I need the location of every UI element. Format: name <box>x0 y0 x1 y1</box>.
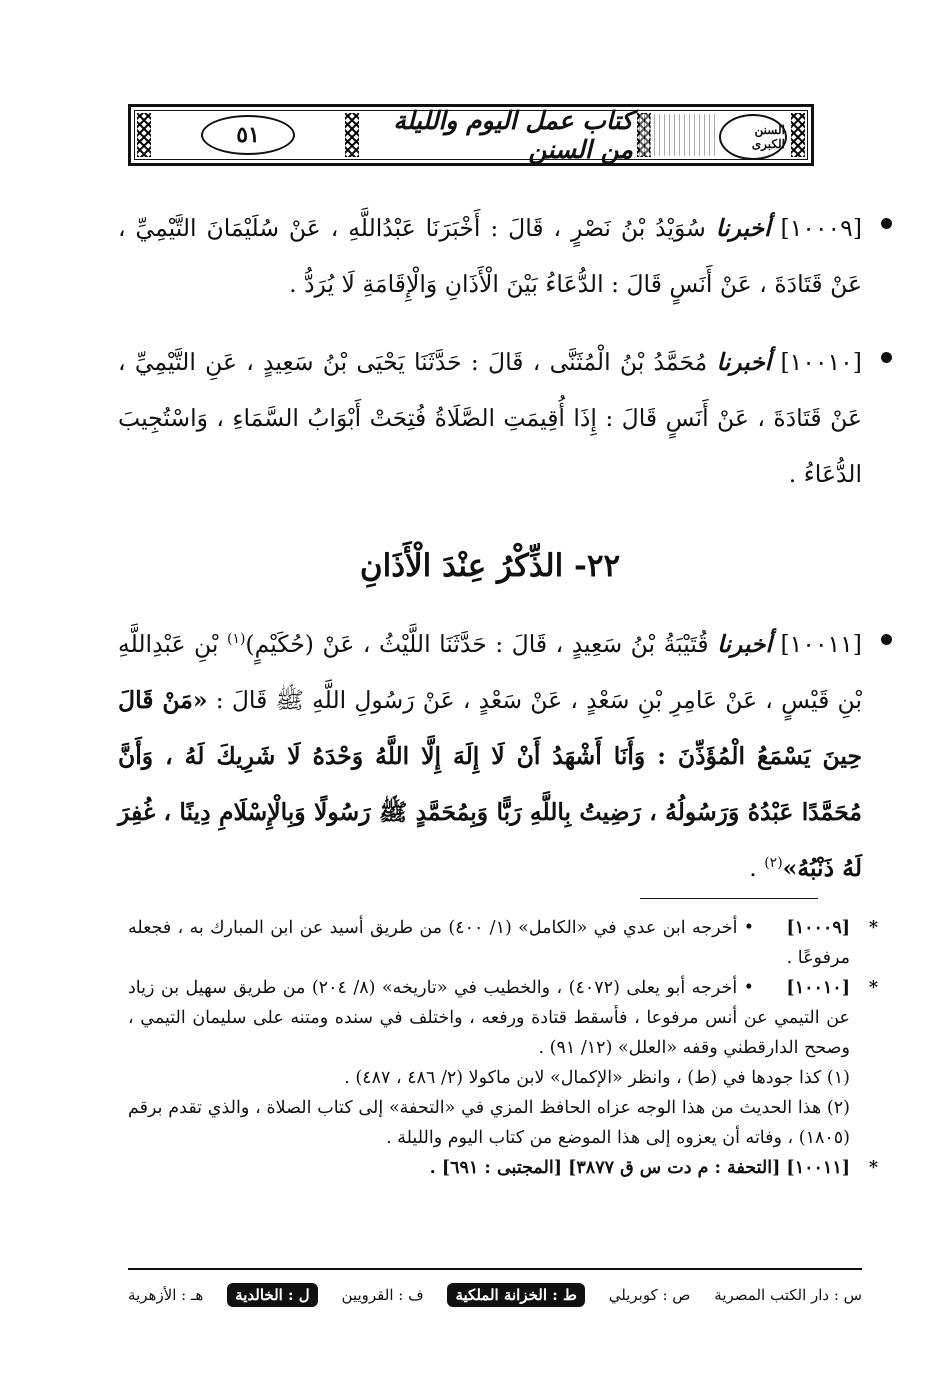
legend-item: هـ : الأزهرية <box>128 1286 204 1304</box>
running-title: كتاب عمل اليوم والليلة من السنن <box>393 106 633 164</box>
akhbarana-marker: أخبرنا <box>715 214 771 242</box>
bullet-icon <box>881 352 892 363</box>
footnote-text: • أخرجه أبو يعلى (٤٠٧٢) ، والخطيب في «تاريخه» (٨/ ٢٠٤) من طريق سهيل بن زياد عن التيمي عن أنس مرفوعا ، فأسقط قتادة ورفعه ، واختلف في سنده ومتنه على سليمان التيمي ، وصحح الدارقطني وقفه «العلل» (١٢/ ٩١) . <box>128 978 850 1058</box>
hadith-text: قُتَيْبَةُ بْنُ سَعِيدٍ ، قَالَ : حَدَّثَنَا اللَّيْثُ ، عَنْ (حُكَيْمٍ) <box>245 630 709 658</box>
footnote-2: (٢) هذا الحديث من هذا الوجه عزاه الحافظ المزي في «التحفة» إلى كتاب الصلاة ، والذي تقدم برقم (١٨٠٥) ، وفاته أن يعزوه إلى هذا الموضع من كتاب اليوم والليلة . <box>128 1098 850 1148</box>
page-number-frame <box>155 114 341 156</box>
hadith-number: [١٠٠٠٩] <box>780 214 862 242</box>
star-icon: * <box>868 978 878 998</box>
ornament-border <box>791 113 805 157</box>
star-icon: * <box>868 1158 878 1178</box>
hadith-10011 <box>118 616 862 896</box>
footnote-text: • أخرجه ابن عدي في «الكامل» (١/ ٤٠٠) من طريق أسيد عن ابن المبارك به ، فجعله مرفوعًا . <box>128 918 850 968</box>
footnote-1: (١) كذا جودها في (ط) ، وانظر «الإكمال» لابن ماكولا (٢/ ٤٨٦ ، ٤٨٧) . <box>344 1068 850 1088</box>
hadith-text: سُوَيْدُ بْنُ نَصْرٍ ، قَالَ : أَخْبَرَنَا عَبْدُاللَّهِ ، عَنْ سُلَيْمَانَ التَّيْمِيِّ ، عَنْ قَتَادَةَ ، عَنْ أَنَسٍ قَالَ : الدُّعَاءُ بَيْنَ الْأَذَانِ وَالْإِقَامَةِ لَا يُرَدُّ . <box>118 214 862 298</box>
footnote-10009 <box>128 913 878 973</box>
legend-item-highlighted: ل : الخالدية <box>227 1283 318 1307</box>
footnote-marker: (١) <box>226 631 246 648</box>
ornament-border <box>137 113 151 157</box>
hadith-number: [١٠٠١٠] <box>780 348 862 376</box>
legend-item: ف : القرويين <box>341 1286 424 1304</box>
legend-item: ص : كوبريلي <box>608 1286 691 1304</box>
footnote-10010 <box>128 973 878 1063</box>
footnote-marker: (٢) <box>764 855 783 872</box>
emblem-frame <box>639 114 715 156</box>
hadith-matn: «مَنْ قَالَ حِينَ يَسْمَعُ الْمُؤَذِّنَ : وَأَنَا أَشْهَدُ أَنْ لَا إِلَهَ إِلَّا اللَّهُ وَحْدَهُ لَا شَرِيكَ لَهُ ، وَأَنَّ مُحَمَّدًا عَبْدُهُ وَرَسُولُهُ ، رَضِيتُ بِاللَّهِ رَبًّا وَبِمُحَمَّدٍ ﷺ رَسُولًا وَبِالْإِسْلَامِ دِينًا ، غُفِرَ لَهُ ذَنْبُهُ» <box>118 686 862 882</box>
hadith-end: . <box>749 854 765 882</box>
akhbarana-marker: أخبرنا <box>717 630 772 658</box>
footnote-ref: [١٠٠١٠] <box>786 978 850 998</box>
legend-item: س : دار الكتب المصرية <box>714 1286 862 1304</box>
footnote-text: [١٠٠١١] [التحفة : م دت س ق ٣٨٧٧] [المجتبى : ٦٩١] . <box>429 1158 850 1178</box>
page-number: ٥١ <box>201 115 295 155</box>
hadith-number: [١٠٠١١] <box>780 630 862 658</box>
ornament-border <box>345 113 359 157</box>
footnotes <box>128 913 878 1183</box>
akhbarana-marker: أخبرنا <box>716 348 772 376</box>
star-icon: * <box>868 918 878 938</box>
manuscript-legend <box>128 1277 862 1313</box>
footnote-10011 <box>128 1153 878 1183</box>
hadith-10010 <box>118 334 862 502</box>
footnote-separator <box>640 898 818 899</box>
main-text <box>118 200 862 918</box>
legend-item-highlighted: ط : الخزانة الملكية <box>447 1283 584 1307</box>
hadith-text: مُحَمَّدُ بْنُ الْمُثَنَّى ، قَالَ : حَدَّثَنَا يَحْيَى بْنُ سَعِيدٍ ، عَنِ التَّيْمِيِّ ، عَنْ قَتَادَةَ ، عَنْ أَنَسٍ قَالَ : إِذَا أُقِيمَتِ الصَّلَاةُ فُتِحَتْ أَبْوَابُ السَّمَاءِ ، وَاسْتُجِيبَ الدُّعَاءُ . <box>118 348 862 488</box>
footnote-ref: [١٠٠٠٩] <box>786 918 850 938</box>
bullet-icon <box>881 634 892 645</box>
hadith-10009 <box>118 200 862 312</box>
hadith-text: بْنِ عَبْدِاللَّهِ بْنِ قَيْسٍ ، عَنْ عَامِرِ بْنِ سَعْدٍ ، عَنْ سَعْدٍ ، عَنْ رَسُولِ اللَّهِ ﷺ قَالَ : <box>118 630 862 714</box>
bullet-icon <box>881 218 892 229</box>
book-emblem-icon: السنن الكبرى <box>719 114 787 160</box>
legend-separator <box>128 1268 862 1270</box>
running-header <box>128 104 814 166</box>
chapter-title: ٢٢- الذِّكْرُ عِنْدَ الْأَذَانِ <box>359 548 621 584</box>
